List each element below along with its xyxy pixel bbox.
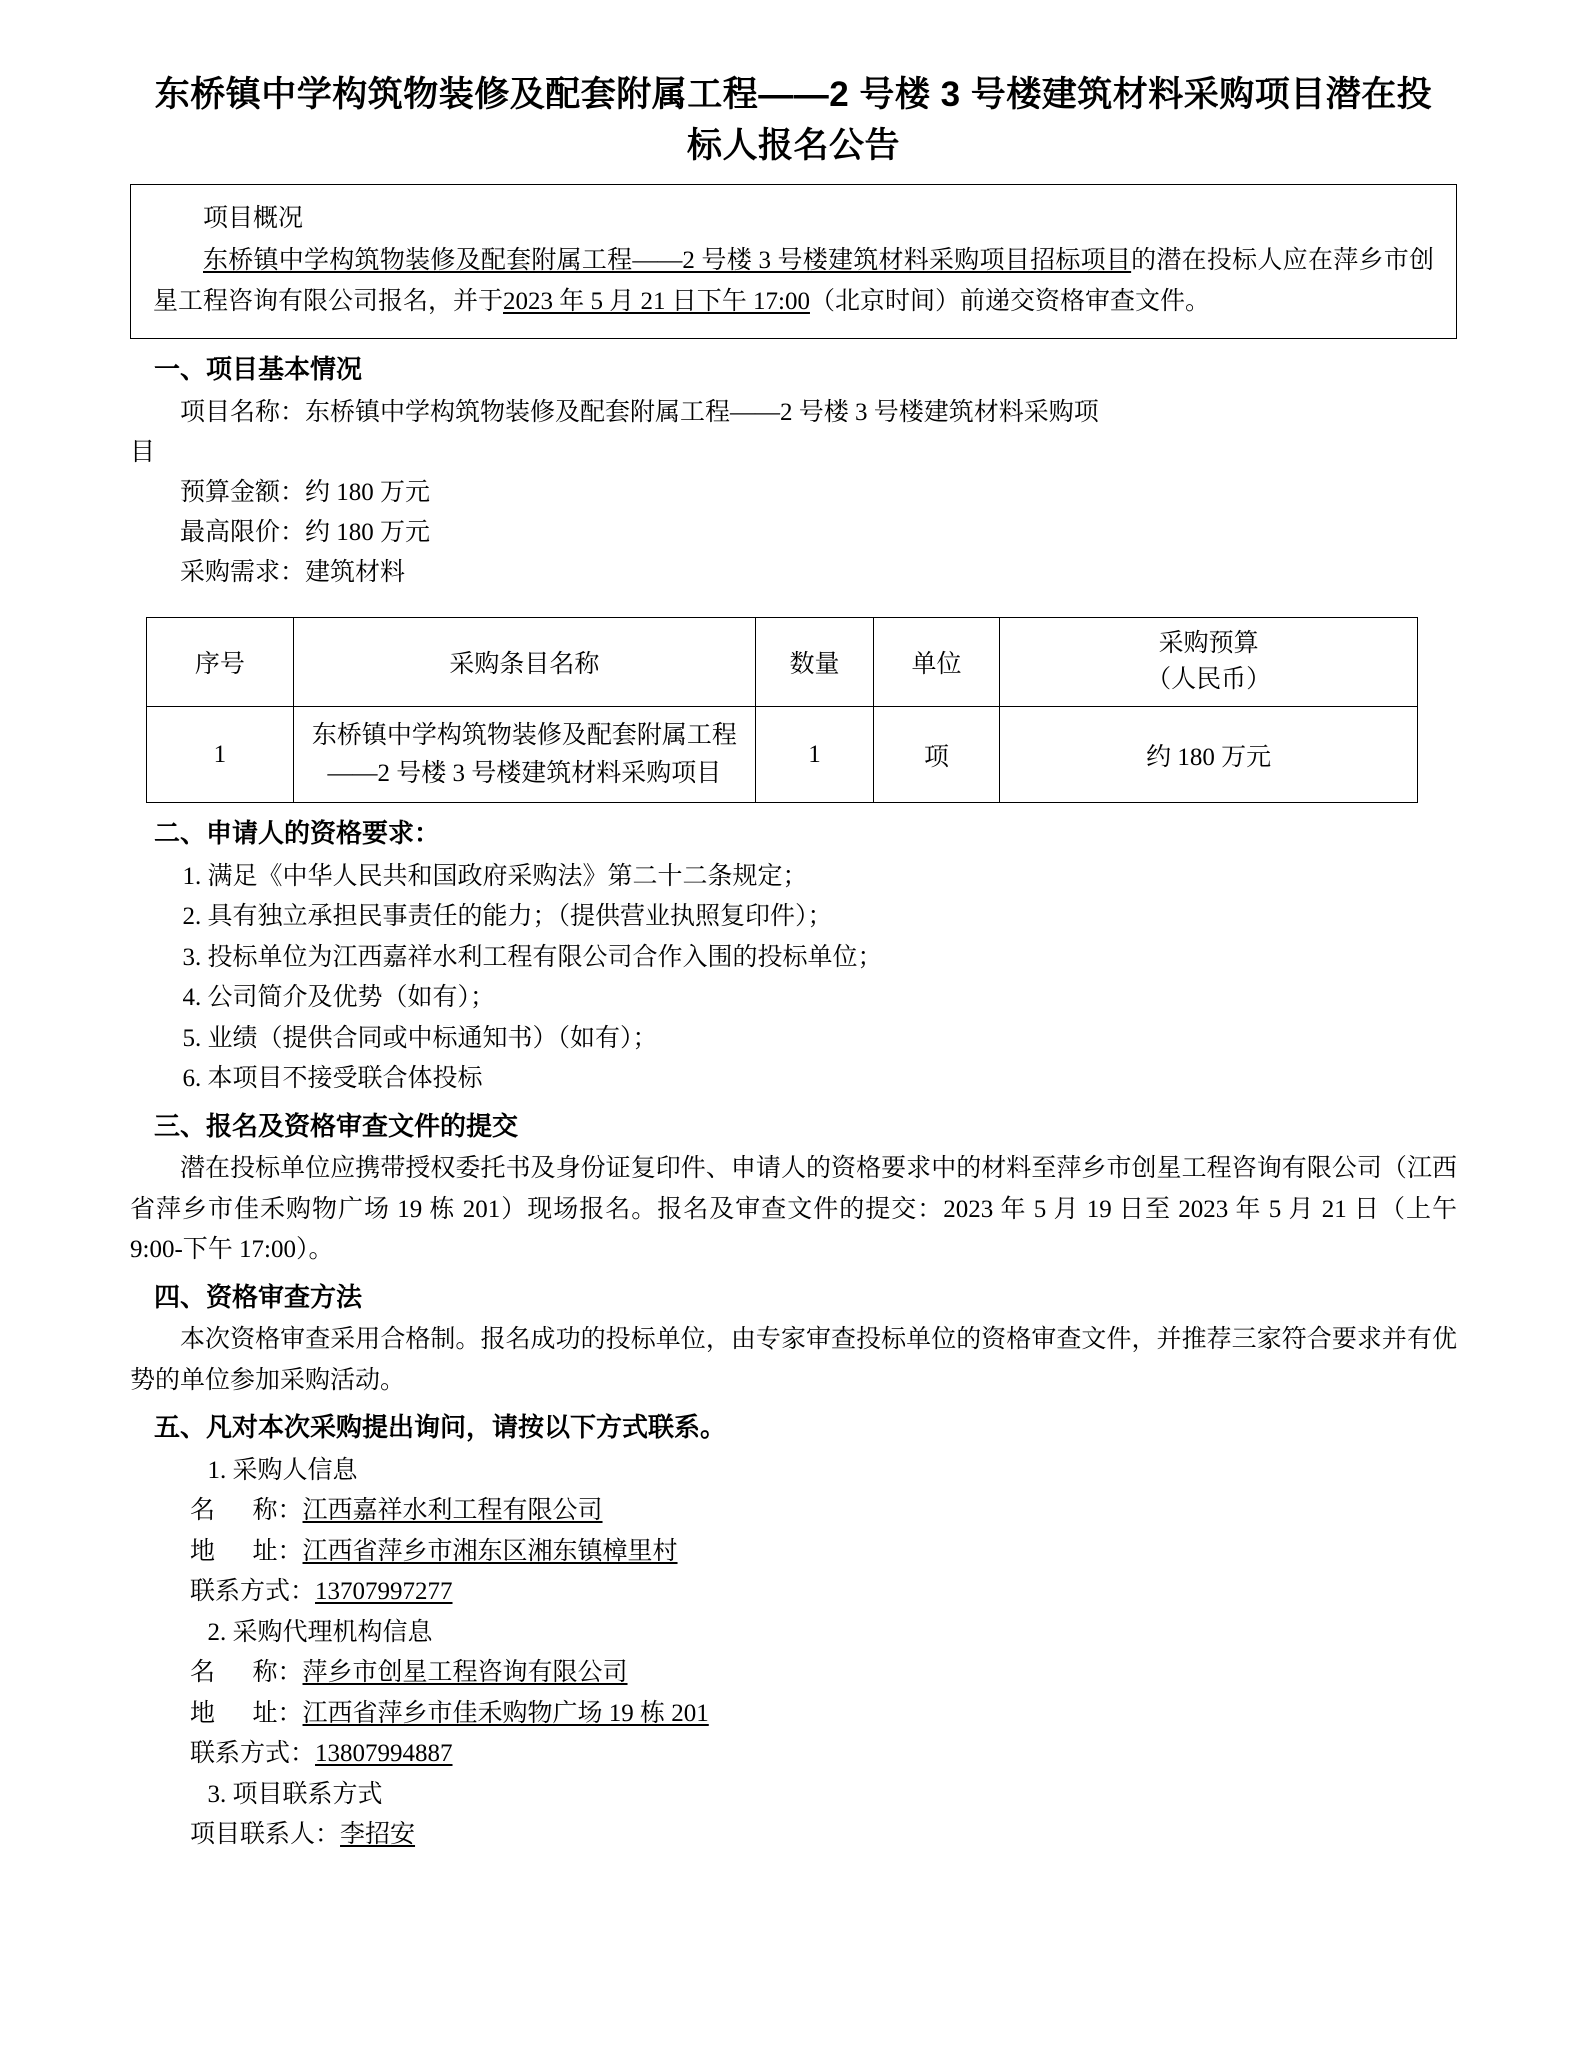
buyer-address-value: 江西省萍乡市湘东区湘东镇樟里村 (302, 1537, 678, 1565)
table-header-unit: 单位 (873, 617, 1000, 707)
table-header-row (147, 617, 1418, 707)
agent-name-row (130, 1653, 1457, 1694)
summary-body (153, 241, 1434, 322)
max-price-line: 最高限价：约 180 万元 (180, 518, 431, 546)
project-name-continuation: 目 (130, 438, 156, 466)
page-title: 东桥镇中学构筑物装修及配套附属工程——2 号楼 3 号楼建筑材料采购项目潜在投标人报名公告 (154, 75, 1433, 165)
agent-name-label: 名 称： (190, 1659, 303, 1687)
agent-phone-value: 13807994887 (315, 1740, 453, 1768)
buyer-phone-label: 联系方式： (190, 1578, 316, 1606)
table-header-budget-line2: （人民币） (1146, 665, 1272, 693)
table-header-item-name: 采购条目名称 (293, 617, 755, 707)
buyer-info-heading: 1. 采购人信息 (207, 1456, 358, 1484)
agent-phone-label: 联系方式： (190, 1740, 316, 1768)
section-five-heading: 五、凡对本次采购提出询问，请按以下方式联系。 (154, 1412, 727, 1443)
table-header-budget (1000, 617, 1418, 707)
list-item: 4. 公司简介及优势（如有）； (182, 984, 496, 1012)
row-unit: 项 (873, 707, 1000, 803)
project-name-line: 项目名称：东桥镇中学构筑物装修及配套附属工程——2 号楼 3 号楼建筑材料采购项 (180, 398, 1099, 426)
section-four-body: 本次资格审查采用合格制。报名成功的投标单位，由专家审查投标单位的资格审查文件，并推荐三家符合要求并有优势的单位参加采购活动。 (130, 1326, 1457, 1394)
project-contact-row (130, 1815, 1457, 1856)
buyer-name-label: 名 称： (190, 1497, 303, 1525)
section-three-body: 潜在投标单位应携带授权委托书及身份证复印件、申请人的资格要求中的材料至萍乡市创星工程咨询有限公司（江西省萍乡市佳禾购物广场 19 栋 201）现场报名。报名及审查文件的提交：2023 年 5 月 19 日至 2023 年 5 月 21 日（上午 9:00-下午 17:00）。 (130, 1155, 1457, 1264)
section-four-heading: 四、资格审查方法 (154, 1281, 363, 1312)
row-item-name: 东桥镇中学构筑物装修及配套附属工程——2 号楼 3 号楼建筑材料采购项目 (293, 707, 755, 803)
agent-address-row (130, 1694, 1457, 1735)
list-item: 2. 具有独立承担民事责任的能力；（提供营业执照复印件）； (182, 903, 833, 931)
buyer-name-value: 江西嘉祥水利工程有限公司 (302, 1497, 603, 1525)
purchase-demand-line: 采购需求：建筑材料 (180, 558, 406, 586)
table-header-budget-line1: 采购预算 (1158, 629, 1259, 657)
table-header-qty: 数量 (756, 617, 874, 707)
agent-phone-row (130, 1734, 1457, 1775)
table-header-no: 序号 (147, 617, 294, 707)
section-two-heading: 二、申请人的资格要求： (154, 818, 441, 849)
list-item: 6. 本项目不接受联合体投标 (182, 1065, 483, 1093)
project-contact-value: 李招安 (340, 1821, 416, 1849)
project-contact-heading: 3. 项目联系方式 (207, 1780, 383, 1808)
list-item: 3. 投标单位为江西嘉祥水利工程有限公司合作入围的投标单位； (182, 943, 883, 971)
summary-deadline: 2023 年 5 月 21 日下午 17:00 (503, 287, 810, 315)
budget-amount-line: 预算金额：约 180 万元 (180, 478, 431, 506)
table-row (147, 707, 1418, 803)
buyer-address-row (130, 1532, 1457, 1573)
buyer-phone-value: 13707997277 (315, 1578, 453, 1606)
buyer-address-label: 地 址： (190, 1537, 303, 1565)
project-contact-label: 项目联系人： (190, 1821, 341, 1849)
agent-address-label: 地 址： (190, 1699, 303, 1727)
summary-heading: 项目概况 (203, 204, 304, 232)
list-item: 5. 业绩（提供合同或中标通知书）（如有）； (182, 1024, 658, 1052)
row-budget: 约 180 万元 (1000, 707, 1418, 803)
buyer-phone-row (130, 1572, 1457, 1613)
agent-info-heading: 2. 采购代理机构信息 (207, 1618, 433, 1646)
section-one-heading: 一、项目基本情况 (154, 354, 363, 384)
summary-body-line2: 的潜在投标人应在萍乡市创星工程咨询有限公司报名，并于 (153, 247, 1434, 315)
procurement-table (146, 617, 1418, 804)
list-item: 1. 满足《中华人民共和国政府采购法》第二十二条规定； (182, 862, 808, 890)
buyer-name-row (130, 1491, 1457, 1532)
agent-address-value: 江西省萍乡市佳禾购物广场 19 栋 201 (302, 1699, 709, 1727)
section-three-heading: 三、报名及资格审查文件的提交 (154, 1110, 519, 1141)
summary-body-line1: 东桥镇中学构筑物装修及配套附属工程——2 号楼 3 号楼建筑材料采购项目招标项目 (203, 247, 1132, 274)
row-qty: 1 (756, 707, 874, 803)
agent-name-value: 萍乡市创星工程咨询有限公司 (302, 1659, 628, 1687)
row-no: 1 (147, 707, 294, 803)
summary-body-line3: （北京时间）前递交资格审查文件。 (809, 287, 1210, 315)
project-summary-box (130, 184, 1457, 340)
